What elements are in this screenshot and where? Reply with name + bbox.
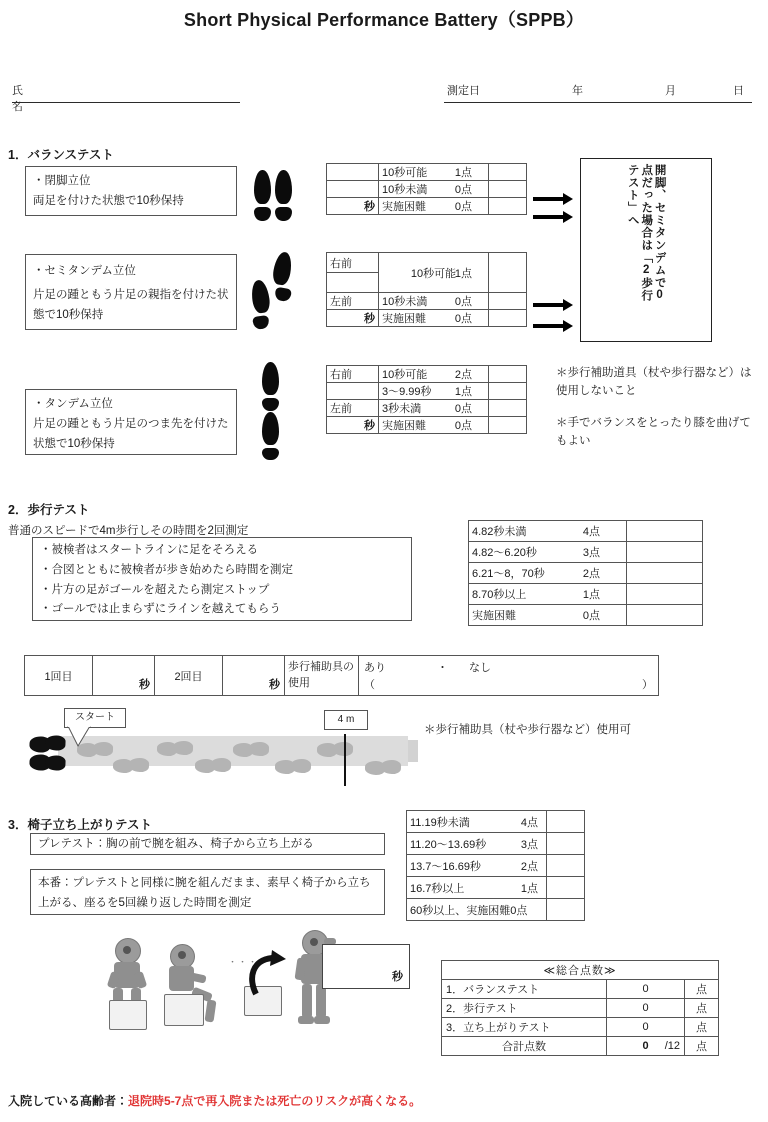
balance2-criteria-0: 10秒可能 1点 bbox=[379, 253, 489, 293]
standup-value-2[interactable] bbox=[547, 855, 585, 877]
walk-value-0[interactable] bbox=[627, 521, 703, 542]
balance-item-1-box bbox=[25, 166, 237, 216]
walk-instruction-4: ・ゴールでは止まらずにラインを越えてもらう bbox=[40, 603, 281, 616]
walk-value-4[interactable] bbox=[627, 605, 703, 626]
walk-aid-paren-open: （ bbox=[364, 679, 375, 691]
feet-tandem-icon bbox=[256, 362, 296, 458]
table-row bbox=[327, 293, 527, 310]
feet-semi-tandem-icon bbox=[250, 252, 300, 342]
table-row bbox=[407, 877, 585, 899]
balance1-value-0[interactable] bbox=[489, 164, 527, 181]
name-label: 氏名 bbox=[12, 85, 23, 113]
section3-heading: 3．椅子立ち上がりテスト bbox=[8, 818, 152, 832]
totals-row-0-name: 1．バランステスト bbox=[442, 980, 607, 999]
table-row bbox=[327, 198, 527, 215]
walk-aid-label: 歩行補助具の使用 bbox=[285, 656, 359, 696]
totals-heading: ≪総合点数≫ bbox=[442, 961, 719, 980]
balance-item-2-desc: 片足の踵ともう片足の親指を付けた状態で10秒保持 bbox=[33, 289, 229, 322]
totals-row-1-value[interactable]: 0 bbox=[607, 999, 685, 1018]
balance3-criteria-2: 3秒未満 0点 bbox=[379, 400, 489, 417]
chair-figure-seated-1 bbox=[105, 938, 151, 1028]
table-row bbox=[327, 181, 527, 198]
balance2-criteria-1: 10秒未満 0点 bbox=[379, 293, 489, 310]
footer-warning-black: 入院している高齢者： bbox=[8, 1094, 129, 1108]
day-label: 日 bbox=[733, 85, 744, 97]
balance2-criteria-2: 実施困難 0点 bbox=[379, 310, 489, 327]
totals-sum-value[interactable]: 0 /12 bbox=[607, 1037, 685, 1056]
standup-value-4[interactable] bbox=[547, 899, 585, 921]
section2-heading: 2．歩行テスト bbox=[8, 503, 90, 517]
table-row bbox=[327, 164, 527, 181]
walk-aid-paren-close: ） bbox=[642, 679, 653, 691]
walk-aid-choice-cell[interactable] bbox=[359, 656, 659, 696]
standup-criteria-4: 60秒以上、実施困難0点 bbox=[407, 899, 547, 921]
walk-criteria-2: 6.21〜8，70秒 2点 bbox=[469, 563, 627, 584]
vertical-note-col-1: 開脚、セミタンデムで0 bbox=[653, 164, 666, 302]
repeat-dots: ・・・ bbox=[228, 957, 259, 967]
table-row bbox=[442, 999, 719, 1018]
totals-row-0-value[interactable]: 0 bbox=[607, 980, 685, 999]
balance-item-1-desc: 両足を付けた状態で10秒保持 bbox=[33, 195, 184, 208]
balance3-value-1[interactable] bbox=[489, 383, 527, 400]
walk-aid-no[interactable]: なし bbox=[469, 662, 491, 674]
totals-row-2-name: 3．立ち上がりテスト bbox=[442, 1018, 607, 1037]
walk-instruction-3: ・片方の足がゴールを超えたら測定ストップ bbox=[40, 583, 270, 596]
standup-value-3[interactable] bbox=[547, 877, 585, 899]
balance3-side-label-left: 左前 bbox=[327, 400, 379, 417]
balance2-side-label-left: 左前 bbox=[327, 293, 379, 310]
balance2-spacer bbox=[327, 273, 379, 293]
balance2-value-0[interactable] bbox=[489, 253, 527, 293]
standup-value-0[interactable] bbox=[547, 811, 585, 833]
walk-start-callout: スタート bbox=[64, 708, 126, 728]
section1-heading: 1．バランステスト bbox=[8, 148, 114, 162]
table-row bbox=[469, 584, 703, 605]
table-row bbox=[469, 542, 703, 563]
walk-score-table bbox=[468, 520, 703, 626]
totals-row-2-value[interactable]: 0 bbox=[607, 1018, 685, 1037]
table-row bbox=[407, 855, 585, 877]
table-row bbox=[327, 253, 527, 273]
balance-item-3-desc: 片足の踵ともう片足のつま先を付けた状態で10秒保持 bbox=[33, 418, 229, 451]
measure-date-input[interactable] bbox=[444, 82, 752, 103]
balance3-side-label-right: 右前 bbox=[327, 366, 379, 383]
table-row bbox=[327, 417, 527, 434]
trial2-unit: 秒 bbox=[269, 679, 280, 691]
name-input[interactable] bbox=[12, 82, 240, 103]
balance3-value-2[interactable] bbox=[489, 400, 527, 417]
balance3-value-0[interactable] bbox=[489, 366, 527, 383]
walk-measure-table bbox=[24, 655, 659, 696]
table-row bbox=[327, 400, 527, 417]
balance1-side-label-0 bbox=[327, 164, 379, 181]
balance2-value-2[interactable] bbox=[489, 310, 527, 327]
feet-together-icon bbox=[252, 168, 296, 224]
table-row bbox=[327, 383, 527, 400]
balance3-value-3[interactable] bbox=[489, 417, 527, 434]
table-row bbox=[442, 1018, 719, 1037]
standup-pretest-box: プレテスト：胸の前で腕を組み、椅子から立ち上がる bbox=[30, 833, 385, 855]
walk-value-1[interactable] bbox=[627, 542, 703, 563]
balance2-side-label-right: 右前 bbox=[327, 253, 379, 273]
balance-note-1: ＊歩行補助道具（杖や歩行器など）は使用しないこと bbox=[556, 367, 752, 398]
standup-score-table bbox=[406, 810, 585, 921]
walk-instruction-2: ・合図とともに被検者が歩き始めたら時間を測定 bbox=[40, 563, 293, 576]
trial2-input[interactable] bbox=[223, 656, 285, 696]
balance-item-1-title: ・閉脚立位 bbox=[33, 175, 91, 187]
totals-sum-unit: 点 bbox=[685, 1037, 719, 1056]
footer-warning bbox=[8, 1092, 758, 1109]
standup-seconds-input[interactable] bbox=[322, 944, 410, 989]
totals-sum-max: /12 bbox=[664, 1040, 680, 1052]
trial1-unit: 秒 bbox=[139, 679, 150, 691]
vertical-note-col-3: テスト」へ bbox=[626, 164, 639, 227]
standup-maintest-box: 本番：プレテストと同様に腕を組んだまま、素早く椅子から立ち上がる、座るを5回繰り返した時間を測定 bbox=[30, 869, 385, 915]
table-row bbox=[442, 1037, 719, 1056]
walk-aid-separator: ・ bbox=[437, 662, 448, 674]
trial1-label: 1回目 bbox=[25, 656, 93, 696]
standup-criteria-0: 11.19秒未満 4点 bbox=[407, 811, 547, 833]
walk-path-diagram bbox=[24, 706, 414, 786]
table-row bbox=[469, 563, 703, 584]
standup-value-1[interactable] bbox=[547, 833, 585, 855]
balance-flow-note-box bbox=[580, 158, 712, 342]
balance1-value-2[interactable] bbox=[489, 198, 527, 215]
walk-criteria-4: 実施困難 0点 bbox=[469, 605, 627, 626]
trial2-label: 2回目 bbox=[155, 656, 223, 696]
balance2-unit-label: 秒 bbox=[327, 310, 379, 327]
table-row bbox=[442, 961, 719, 980]
balance3-criteria-1: 3〜9.99秒 1点 bbox=[379, 383, 489, 400]
page-title: Short Physical Performance Battery（SPPB） bbox=[183, 10, 585, 30]
month-label: 月 bbox=[665, 85, 676, 97]
measure-date-label: 測定日 bbox=[447, 85, 480, 97]
walk-instruction-1: ・被検者はスタートラインに足をそろえる bbox=[40, 544, 259, 556]
table-row bbox=[407, 811, 585, 833]
section2-subtitle: 普通のスピードで4m歩行しその時間を2回測定 bbox=[8, 525, 249, 537]
table-row bbox=[469, 521, 703, 542]
table-row bbox=[327, 366, 527, 383]
walk-criteria-3: 8.70秒以上 1点 bbox=[469, 584, 627, 605]
standup-criteria-1: 11.20〜13.69秒 3点 bbox=[407, 833, 547, 855]
standup-criteria-2: 13.7〜16.69秒 2点 bbox=[407, 855, 547, 877]
balance1-criteria-2: 実施困難 0点 bbox=[379, 198, 489, 215]
table-row bbox=[407, 899, 585, 921]
trial1-input[interactable] bbox=[93, 656, 155, 696]
balance-score-table-3 bbox=[326, 365, 527, 434]
balance1-side-label-1 bbox=[327, 181, 379, 198]
table-row bbox=[442, 980, 719, 999]
balance1-criteria-0: 10秒可能 1点 bbox=[379, 164, 489, 181]
walk-start-callout-tail bbox=[64, 726, 104, 748]
balance3-criteria-0: 10秒可能 2点 bbox=[379, 366, 489, 383]
chair-figure-seated-2 bbox=[162, 944, 218, 1028]
walk-note: ＊歩行補助具（杖や歩行器など）使用可 bbox=[424, 724, 631, 736]
standup-criteria-3: 16.7秒以上 1点 bbox=[407, 877, 547, 899]
table-row bbox=[469, 605, 703, 626]
standup-seconds-unit: 秒 bbox=[392, 971, 403, 983]
table-row bbox=[25, 656, 659, 696]
balance-note-2: ＊手でバランスをとったり膝を曲げてもよい bbox=[556, 417, 751, 448]
totals-table bbox=[441, 960, 719, 1056]
walk-value-3[interactable] bbox=[627, 584, 703, 605]
balance3-spacer bbox=[327, 383, 379, 400]
totals-row-0-unit: 点 bbox=[685, 980, 719, 999]
balance3-criteria-3: 実施困難 0点 bbox=[379, 417, 489, 434]
walk-distance-callout: 4 m bbox=[324, 710, 368, 730]
table-row bbox=[407, 833, 585, 855]
balance1-unit-label: 秒 bbox=[327, 198, 379, 215]
balance1-criteria-1: 10秒未満 0点 bbox=[379, 181, 489, 198]
year-label: 年 bbox=[572, 85, 583, 97]
totals-row-1-name: 2．歩行テスト bbox=[442, 999, 607, 1018]
totals-row-2-unit: 点 bbox=[685, 1018, 719, 1037]
standup-arrow-icon bbox=[246, 950, 288, 996]
balance2-value-1[interactable] bbox=[489, 293, 527, 310]
totals-row-1-unit: 点 bbox=[685, 999, 719, 1018]
walk-value-2[interactable] bbox=[627, 563, 703, 584]
footer-warning-red: 退院時5-7点で再入院または死亡のリスクが高くなる。 bbox=[128, 1094, 422, 1108]
walk-criteria-1: 4.82〜6.20秒 3点 bbox=[469, 542, 627, 563]
vertical-note-col-2: 点だった場合は「2歩行 bbox=[640, 164, 653, 302]
balance3-unit-label: 秒 bbox=[327, 417, 379, 434]
balance-item-2-title: ・セミタンデム立位 bbox=[33, 265, 136, 277]
balance-item-3-title: ・タンデム立位 bbox=[33, 398, 113, 410]
table-row bbox=[327, 310, 527, 327]
balance-score-table-2 bbox=[326, 252, 527, 327]
walk-aid-yes[interactable]: あり bbox=[364, 662, 386, 674]
balance-item-2-box bbox=[25, 254, 237, 330]
walk-criteria-0: 4.82秒未満 4点 bbox=[469, 521, 627, 542]
totals-sum-name: 合計点数 bbox=[442, 1037, 607, 1056]
balance-score-table-1 bbox=[326, 163, 527, 215]
walk-instructions-box bbox=[32, 537, 412, 621]
balance-item-3-box bbox=[25, 389, 237, 455]
balance1-value-1[interactable] bbox=[489, 181, 527, 198]
